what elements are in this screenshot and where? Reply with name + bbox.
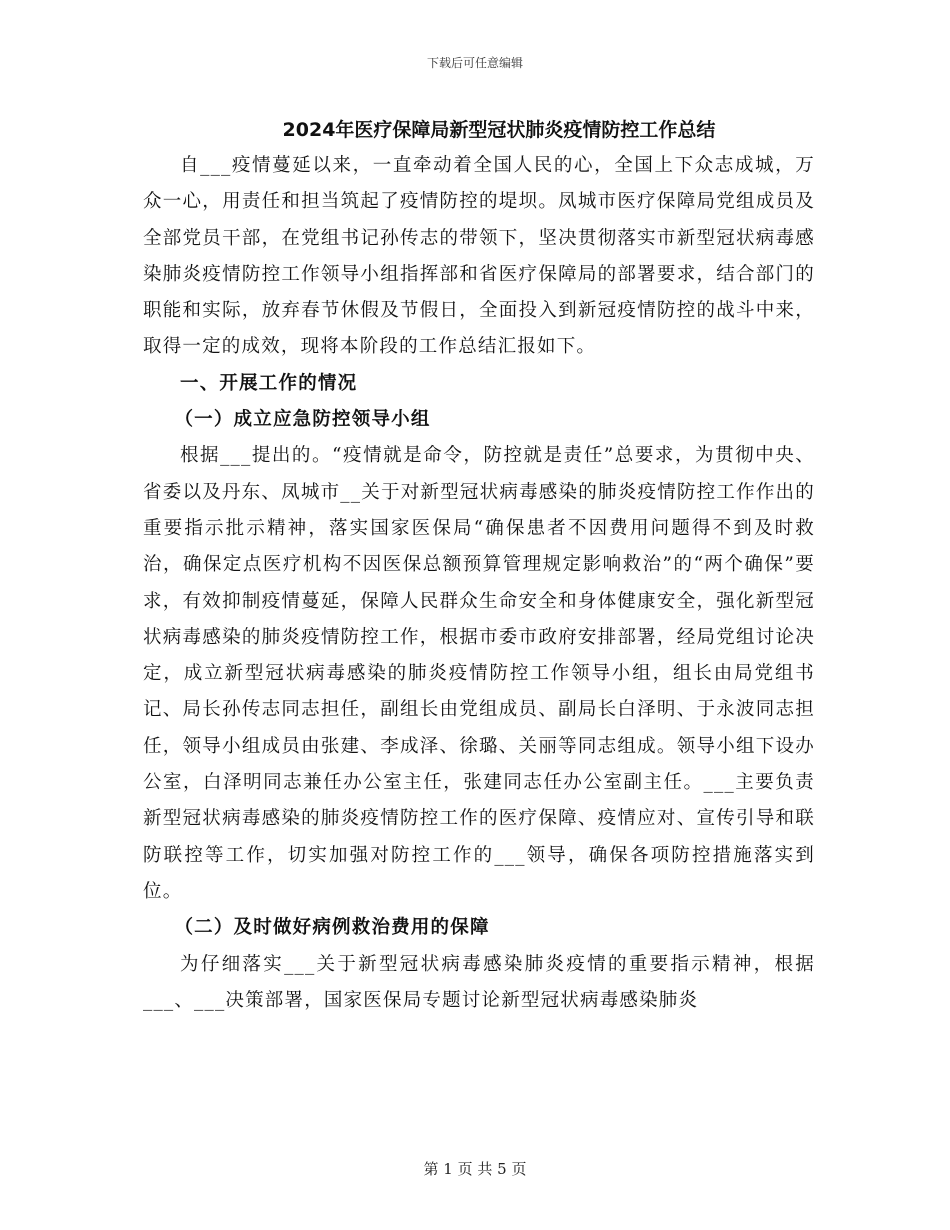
intro-paragraph: 自___疫情蔓延以来，一直牵动着全国人民的心，全国上下众志成城，万众一心，用责任和担当筑起了疫情防控的堤坝。凤城市医疗保障局党组成员及全部党员干部，在党组书记孙传志的带领下，坚决贯彻落实市新型冠状病毒感染肺炎疫情防控工作领导小组指挥部和省医疗保障局的部署要求，结合部门的职能和实际，放弃春节休假及节假日，全面投入到新冠疫情防控的战斗中来，取得一定的成效，现将本阶段的工作总结汇报如下。 [143,155,815,358]
subsection-1-paragraph: 根据___提出的。“疫情就是命令，防控就是责任”总要求，为贯彻中央、省委以及丹东、凤城市__关于对新型冠状病毒感染的肺炎疫情防控工作作出的重要指示批示精神，落实国家医保局“确保患者不因费用问题得不到及时救治，确保定点医疗机构不因医保总额预算管理规定影响救治”的“两个确保”要求，有效抑制疫情蔓延，保障人民群众生命安全和身体健康安全，强化新型冠状病毒感染的肺炎疫情防控工作，根据市委市政府安排部署，经局党组讨论决定，成立新型冠状病毒感染的肺炎疫情防控工作领导小组，组长由局党组书记、局长孙传志同志担任，副组长由党组成员、副局长白泽明、于永波同志担任，领导小组成员由张建、李成泽、徐璐、关丽等同志组成。领导小组下设办公室，白泽明同志兼任办公室主任，张建同志任办公室副主任。___主要负责新型冠状病毒感染的肺炎疫情防控工作的医疗保障、疫情应对、宣传引导和联防联控等工作，切实加强对防控工作的___领导，确保各项防控措施落实到位。 [143,445,815,902]
subsection-2-paragraph: 为仔细落实___关于新型冠状病毒感染肺炎疫情的重要指示精神，根据___、___决策部署，国家医保局专题讨论新型冠状病毒感染肺炎 [143,953,815,1011]
subsection-heading-1: （一）成立应急防控领导小组 [174,409,431,431]
page-header-note: 下载后可任意编辑 [426,56,523,70]
page-number: 第 1 页 共 5 页 [423,1160,527,1178]
section-heading-1: 一、开展工作的情况 [180,372,358,394]
document-body [143,112,815,1019]
document-title: 2024年医疗保障局新型冠状肺炎疫情防控工作总结 [282,119,716,141]
subsection-heading-2: （二）及时做好病例救治费用的保障 [174,917,490,939]
